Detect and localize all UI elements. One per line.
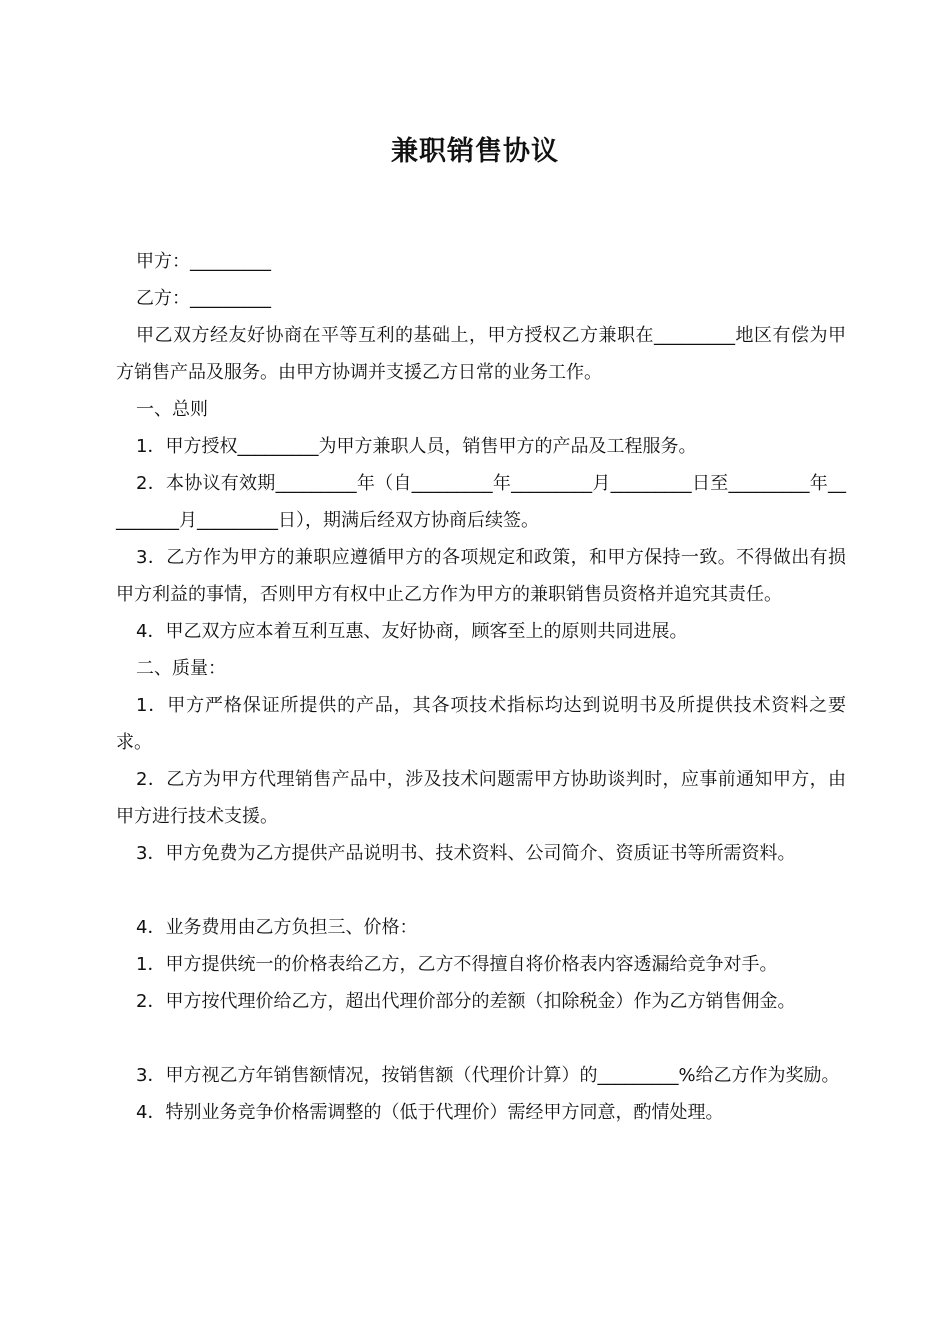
price-clause-2: 2．甲方按代理价给乙方，超出代理价部分的差额（扣除税金）作为乙方销售佣金。 bbox=[136, 991, 796, 1012]
document-body bbox=[116, 243, 846, 1131]
quality-clause-4-price-heading: 4．业务费用由乙方负担三、价格： bbox=[136, 917, 418, 938]
general-clause-1: 1．甲方授权_________为甲方兼职人员，销售甲方的产品及工程服务。 bbox=[136, 436, 697, 457]
blank-line bbox=[116, 872, 846, 909]
party-a-line: 甲方：_________ bbox=[136, 251, 271, 272]
price-clause-1: 1．甲方提供统一的价格表给乙方，乙方不得擅自将价格表内容透漏给竞争对手。 bbox=[136, 954, 778, 975]
general-clause-3: 3．乙方作为甲方的兼职应遵循甲方的各项规定和政策，和甲方保持一致。不得做出有损甲方利益的事情，否则甲方有权中止乙方作为甲方的兼职销售员资格并追究其责任。 bbox=[116, 547, 846, 605]
quality-clause-1: 1．甲方严格保证所提供的产品，其各项技术指标均达到说明书及所提供技术资料之要求。 bbox=[116, 695, 846, 753]
intro-paragraph: 甲乙双方经友好协商在平等互利的基础上，甲方授权乙方兼职在_________地区有偿为甲方销售产品及服务。由甲方协调并支援乙方日常的业务工作。 bbox=[116, 325, 846, 383]
party-b-line: 乙方：_________ bbox=[136, 288, 271, 309]
document-title: 兼职销售协议 bbox=[391, 136, 559, 167]
price-clause-4: 4．特别业务竞争价格需调整的（低于代理价）需经甲方同意，酌情处理。 bbox=[136, 1102, 724, 1123]
quality-clause-3: 3．甲方免费为乙方提供产品说明书、技术资料、公司简介、资质证书等所需资料。 bbox=[136, 843, 796, 864]
section-heading-general: 一、总则 bbox=[136, 399, 208, 420]
general-clause-2: 2．本协议有效期_________年（自_________年_________月_________日至_________年_________月_________日），期满后经双方协商后续签。 bbox=[116, 473, 846, 531]
quality-clause-2: 2．乙方为甲方代理销售产品中，涉及技术问题需甲方协助谈判时，应事前通知甲方，由甲方进行技术支援。 bbox=[116, 769, 846, 827]
section-heading-quality: 二、质量： bbox=[136, 658, 226, 679]
price-clause-3: 3．甲方视乙方年销售额情况，按销售额（代理价计算）的_________%给乙方作为奖励。 bbox=[136, 1065, 840, 1086]
general-clause-4: 4．甲乙双方应本着互利互惠、友好协商，顾客至上的原则共同进展。 bbox=[136, 621, 688, 642]
blank-line bbox=[116, 1020, 846, 1057]
